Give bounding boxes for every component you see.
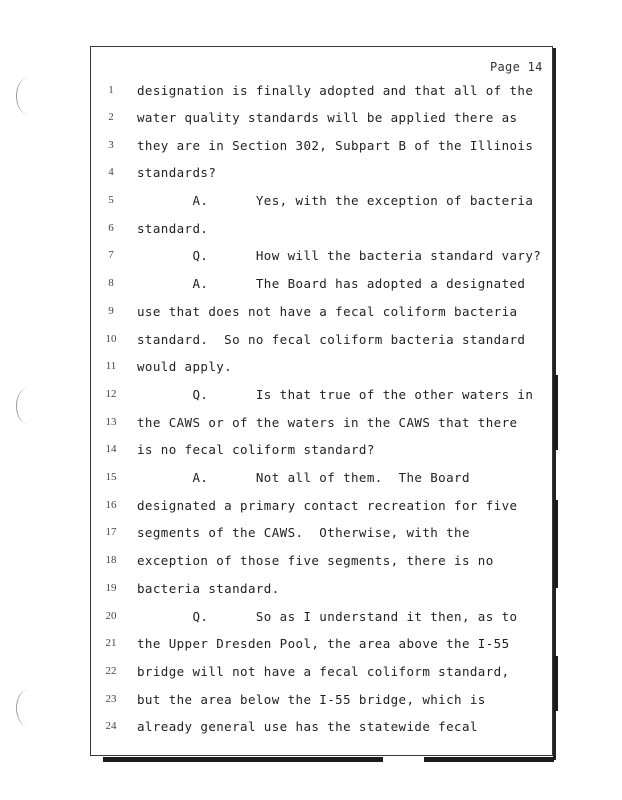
- line-number: 18: [105, 554, 117, 566]
- line-number: 5: [108, 194, 114, 206]
- line-number: 19: [105, 582, 117, 594]
- binder-hole-bottom: [16, 690, 39, 726]
- line-number: 1: [108, 84, 114, 96]
- line-number: 4: [108, 166, 114, 178]
- line-number: 12: [105, 388, 117, 400]
- line-number: 8: [108, 277, 114, 289]
- line-number: 22: [105, 665, 117, 677]
- line-number: 2: [108, 111, 114, 123]
- line-text: A. The Board has adopted a designated: [137, 276, 526, 291]
- line-number: 13: [105, 416, 117, 428]
- line-number: 24: [105, 720, 117, 732]
- line-number: 6: [108, 222, 114, 234]
- binder-hole-top: [16, 78, 39, 114]
- line-text: Q. How will the bacteria standard vary?: [137, 248, 542, 263]
- line-text: already general use has the statewide fecal: [137, 719, 478, 734]
- line-text: exception of those five segments, there is no: [137, 553, 494, 568]
- line-text: Q. Is that true of the other waters in: [137, 387, 534, 402]
- line-text: bridge will not have a fecal coliform standard,: [137, 664, 510, 679]
- line-text: but the area below the I-55 bridge, which is: [137, 692, 486, 707]
- line-text: water quality standards will be applied there as: [137, 110, 518, 125]
- line-number: 15: [105, 471, 117, 483]
- page-right-edge-mark-middle: [553, 500, 558, 588]
- line-text: the Upper Dresden Pool, the area above the I-55: [137, 636, 510, 651]
- line-number: 9: [108, 305, 114, 317]
- line-text: Q. So as I understand it then, as to: [137, 609, 518, 624]
- line-number: 17: [105, 526, 117, 538]
- line-text: designated a primary contact recreation for five: [137, 498, 518, 513]
- page-bottom-bar-left: [103, 757, 383, 762]
- line-text: standards?: [137, 165, 217, 180]
- line-text: the CAWS or of the waters in the CAWS that there: [137, 415, 518, 430]
- line-number: 10: [105, 333, 117, 345]
- page-right-edge-mark-lower: [553, 656, 558, 711]
- line-number: 7: [108, 249, 114, 261]
- line-number: 23: [105, 693, 117, 705]
- line-text: A. Yes, with the exception of bacteria: [137, 193, 534, 208]
- line-text: would apply.: [137, 359, 233, 374]
- line-number: 20: [105, 610, 117, 622]
- line-number: 11: [105, 360, 117, 372]
- binder-hole-middle: [16, 388, 39, 424]
- line-text: they are in Section 302, Subpart B of the Illinois: [137, 138, 534, 153]
- line-text: standard. So no fecal coliform bacteria standard: [137, 332, 526, 347]
- line-number: 21: [105, 637, 117, 649]
- page-right-edge-mark-upper: [553, 375, 558, 450]
- page-number-label: Page 14: [490, 60, 543, 74]
- line-text: standard.: [137, 221, 209, 236]
- line-number: 14: [105, 443, 117, 455]
- line-text: segments of the CAWS. Otherwise, with the: [137, 525, 470, 540]
- line-text: is no fecal coliform standard?: [137, 442, 375, 457]
- line-number: 3: [108, 139, 114, 151]
- line-text: designation is finally adopted and that all of the: [137, 83, 534, 98]
- line-number: 16: [105, 499, 117, 511]
- line-text: use that does not have a fecal coliform bacteria: [137, 304, 518, 319]
- line-text: bacteria standard.: [137, 581, 280, 596]
- line-text: A. Not all of them. The Board: [137, 470, 470, 485]
- page-bottom-bar-right: [424, 757, 554, 762]
